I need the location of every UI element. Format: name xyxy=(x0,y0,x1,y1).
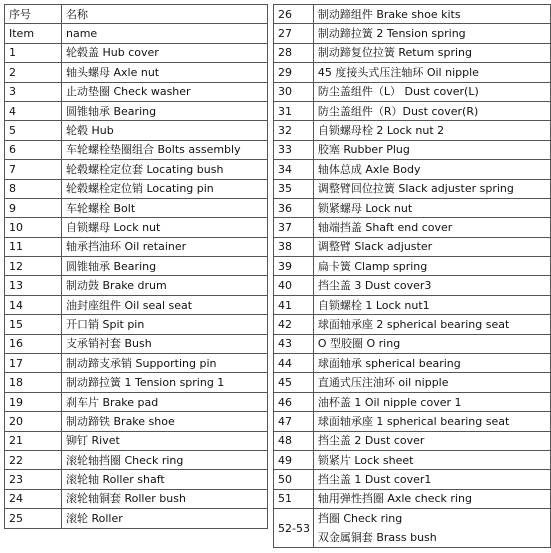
part-name: 轮毂 Hub xyxy=(62,121,268,140)
item-number: 31 xyxy=(274,101,314,120)
table-row xyxy=(274,431,551,450)
part-name: 滚轮轴 Roller shaft xyxy=(62,470,268,489)
table-row xyxy=(5,121,268,140)
table-row xyxy=(5,334,268,353)
part-name: 滚轮轴挡圈 Check ring xyxy=(62,450,268,469)
item-number: 26 xyxy=(274,5,314,24)
item-number: 1 xyxy=(5,43,62,62)
part-name: 滚轮 Roller xyxy=(62,509,268,528)
part-name: 车轮螺栓垫圈组合 Bolts assembly xyxy=(62,140,268,159)
item-number: 6 xyxy=(5,140,62,159)
part-name-line-2: 双金属铜套 Brass bush xyxy=(317,531,437,545)
table-row xyxy=(5,257,268,276)
item-number: 18 xyxy=(5,373,62,392)
item-number: 52-53 xyxy=(274,509,314,548)
part-name: 制动蹄拉簧 2 Tension spring xyxy=(313,24,550,43)
item-number: 21 xyxy=(5,431,62,450)
table-row xyxy=(274,295,551,314)
table-row xyxy=(274,24,551,43)
item-number: 16 xyxy=(5,334,62,353)
part-name: 防尘盖组件（L） Dust cover(L) xyxy=(313,82,550,101)
table-row xyxy=(5,295,268,314)
item-number: 17 xyxy=(5,354,62,373)
part-name: 锁紧螺母 Lock nut xyxy=(313,198,550,217)
table-row xyxy=(5,412,268,431)
part-name: 轴端挡盖 Shaft end cover xyxy=(313,218,550,237)
table-row xyxy=(5,43,268,62)
part-name: 轮毂螺栓定位套 Locating bush xyxy=(62,160,268,179)
table-row xyxy=(5,101,268,120)
item-number: 3 xyxy=(5,82,62,101)
table-row xyxy=(5,450,268,469)
table-row xyxy=(5,315,268,334)
item-number: 13 xyxy=(5,276,62,295)
item-number: 15 xyxy=(5,315,62,334)
item-number: 43 xyxy=(274,334,314,353)
part-name: 油封座组件 Oil seal seat xyxy=(62,295,268,314)
item-number: 20 xyxy=(5,412,62,431)
part-name: 铆钉 Rivet xyxy=(62,431,268,450)
part-name: 轴用弹性挡圈 Axle check ring xyxy=(313,489,550,508)
item-number: 10 xyxy=(5,218,62,237)
table-row xyxy=(5,160,268,179)
part-name: 开口销 Spit pin xyxy=(62,315,268,334)
header-row-english xyxy=(5,24,268,43)
table-row xyxy=(274,412,551,431)
item-number: 44 xyxy=(274,354,314,373)
table-row xyxy=(274,140,551,159)
item-number: 40 xyxy=(274,276,314,295)
item-number: 49 xyxy=(274,450,314,469)
table-row xyxy=(274,160,551,179)
part-name: 自锁螺母栓 2 Lock nut 2 xyxy=(313,121,550,140)
table-row xyxy=(274,315,551,334)
part-name: 制动蹄复位拉簧 Retum spring xyxy=(313,43,550,62)
item-number: 11 xyxy=(5,237,62,256)
part-name: 自锁螺母 Lock nut xyxy=(62,218,268,237)
item-number: 34 xyxy=(274,160,314,179)
table-row xyxy=(5,198,268,217)
part-name: 胶塞 Rubber Plug xyxy=(313,140,550,159)
item-number: 9 xyxy=(5,198,62,217)
table-row xyxy=(274,257,551,276)
part-name: 45 度接头式压注轴环 Oil nipple xyxy=(313,63,550,82)
parts-table-left-body xyxy=(5,5,268,529)
item-number: 8 xyxy=(5,179,62,198)
part-name: 球面轴承座 2 spherical bearing seat xyxy=(313,315,550,334)
table-row xyxy=(5,237,268,256)
item-number: 42 xyxy=(274,315,314,334)
item-number: 22 xyxy=(5,450,62,469)
item-number: 7 xyxy=(5,160,62,179)
table-row xyxy=(5,470,268,489)
header-item-cn: 序号 xyxy=(5,5,62,24)
part-name xyxy=(313,509,550,548)
table-row xyxy=(5,354,268,373)
part-name: 刹车片 Brake pad xyxy=(62,392,268,411)
part-name: 圆锥轴承 Bearing xyxy=(62,101,268,120)
item-number: 37 xyxy=(274,218,314,237)
table-row xyxy=(5,489,268,508)
table-row xyxy=(274,218,551,237)
item-number: 4 xyxy=(5,101,62,120)
item-number: 38 xyxy=(274,237,314,256)
table-row xyxy=(274,489,551,508)
item-number: 23 xyxy=(5,470,62,489)
table-row xyxy=(5,218,268,237)
item-number: 14 xyxy=(5,295,62,314)
item-number: 51 xyxy=(274,489,314,508)
item-number: 5 xyxy=(5,121,62,140)
table-row xyxy=(274,82,551,101)
item-number: 48 xyxy=(274,431,314,450)
item-number: 28 xyxy=(274,43,314,62)
table-row xyxy=(274,470,551,489)
part-name: 制动鼓 Brake drum xyxy=(62,276,268,295)
item-number: 2 xyxy=(5,63,62,82)
part-name: 锁紧片 Lock sheet xyxy=(313,450,550,469)
item-number: 32 xyxy=(274,121,314,140)
part-name: 支承销衬套 Bush xyxy=(62,334,268,353)
part-name: 制动蹄拉簧 1 Tension spring 1 xyxy=(62,373,268,392)
item-number: 41 xyxy=(274,295,314,314)
item-number: 39 xyxy=(274,257,314,276)
part-name: 挡尘盖 3 Dust cover3 xyxy=(313,276,550,295)
part-name: 制动蹄铁 Brake shoe xyxy=(62,412,268,431)
table-row xyxy=(274,450,551,469)
part-name: 圆锥轴承 Bearing xyxy=(62,257,268,276)
table-row xyxy=(5,63,268,82)
part-name: 球面轴承 spherical bearing xyxy=(313,354,550,373)
table-row xyxy=(274,373,551,392)
table-row xyxy=(274,101,551,120)
table-row xyxy=(274,121,551,140)
item-number: 19 xyxy=(5,392,62,411)
part-name: 自锁螺栓 1 Lock nut1 xyxy=(313,295,550,314)
part-name: 挡尘盖 1 Dust cover1 xyxy=(313,470,550,489)
part-name: O 型胶圈 O ring xyxy=(313,334,550,353)
parts-table-right xyxy=(273,4,551,548)
parts-table-left xyxy=(4,4,268,529)
table-row xyxy=(5,179,268,198)
item-number: 33 xyxy=(274,140,314,159)
item-number: 25 xyxy=(5,509,62,528)
table-row xyxy=(274,334,551,353)
table-row xyxy=(274,43,551,62)
table-row xyxy=(274,354,551,373)
table-row xyxy=(274,198,551,217)
table-row xyxy=(274,509,551,548)
item-number: 29 xyxy=(274,63,314,82)
item-number: 30 xyxy=(274,82,314,101)
header-row-chinese xyxy=(5,5,268,24)
item-number: 45 xyxy=(274,373,314,392)
item-number: 27 xyxy=(274,24,314,43)
table-row xyxy=(5,373,268,392)
part-name: 制动蹄支承销 Supporting pin xyxy=(62,354,268,373)
header-name-en: name xyxy=(62,24,268,43)
item-number: 24 xyxy=(5,489,62,508)
part-name-line-1: 挡圈 Check ring xyxy=(317,512,403,526)
parts-table-right-body xyxy=(274,5,551,548)
table-row xyxy=(274,179,551,198)
table-row xyxy=(5,276,268,295)
item-number: 35 xyxy=(274,179,314,198)
table-row xyxy=(5,392,268,411)
item-number: 50 xyxy=(274,470,314,489)
table-row xyxy=(274,5,551,24)
item-number: 47 xyxy=(274,412,314,431)
table-row xyxy=(274,392,551,411)
part-name: 车轮螺栓 Bolt xyxy=(62,198,268,217)
item-number: 36 xyxy=(274,198,314,217)
table-row xyxy=(5,509,268,528)
table-row xyxy=(5,140,268,159)
header-item-en: Item xyxy=(5,24,62,43)
part-name: 挡尘盖 2 Dust cover xyxy=(313,431,550,450)
part-name: 轴头螺母 Axle nut xyxy=(62,63,268,82)
table-row xyxy=(274,237,551,256)
part-name: 轮毂螺栓定位销 Locating pin xyxy=(62,179,268,198)
part-name: 扁卡簧 Clamp spring xyxy=(313,257,550,276)
part-name: 滚轮轴铜套 Roller bush xyxy=(62,489,268,508)
part-name: 防尘盖组件（R）Dust cover(R) xyxy=(313,101,550,120)
part-name: 调整臂 Slack adjuster xyxy=(313,237,550,256)
part-name: 止动垫圈 Check washer xyxy=(62,82,268,101)
part-name: 球面轴承座 1 spherical bearing seat xyxy=(313,412,550,431)
part-name: 直通式压注油环 oil nipple xyxy=(313,373,550,392)
table-row xyxy=(274,63,551,82)
part-name: 轴承挡油环 Oil retainer xyxy=(62,237,268,256)
item-number: 12 xyxy=(5,257,62,276)
table-row xyxy=(274,276,551,295)
part-name: 轮毂盖 Hub cover xyxy=(62,43,268,62)
part-name: 油杯盖 1 Oil nipple cover 1 xyxy=(313,392,550,411)
header-name-cn: 名称 xyxy=(62,5,268,24)
part-name: 制动蹄组件 Brake shoe kits xyxy=(313,5,550,24)
item-number: 46 xyxy=(274,392,314,411)
table-row xyxy=(5,82,268,101)
part-name: 轴体总成 Axle Body xyxy=(313,160,550,179)
part-name: 调整臂回位拉簧 Slack adjuster spring xyxy=(313,179,550,198)
table-row xyxy=(5,431,268,450)
